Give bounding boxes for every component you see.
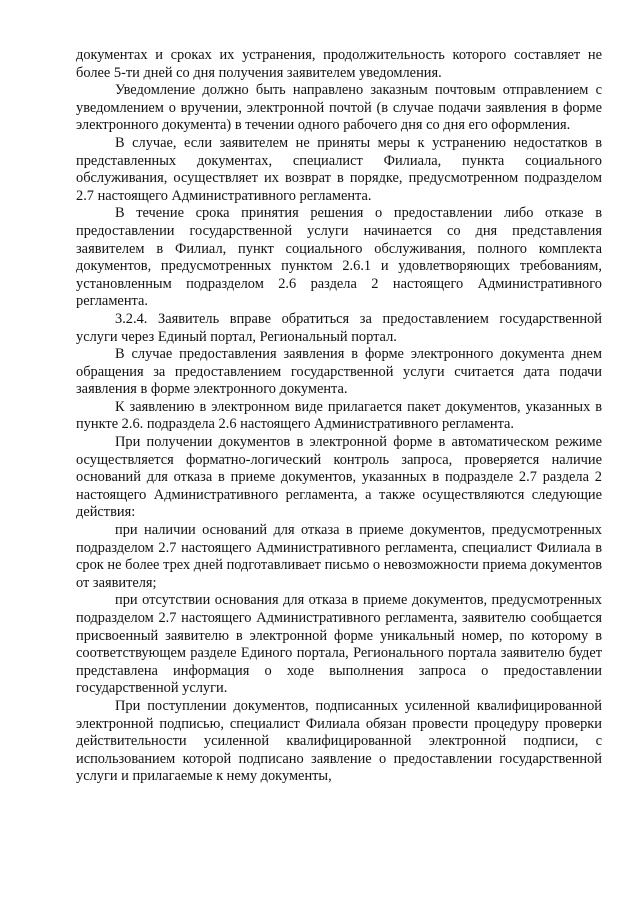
paragraph-electronic-date: В случае предоставления заявления в форме электронного документа днем обращения за предоставлением государственной услуги считается дата подачи заявления в форме электронного документа. [76,346,602,398]
document-page [76,47,602,786]
paragraph-refusal-grounds: при наличии оснований для отказа в приеме документов, предусмотренных подразделом 2.7 настоящего Административного регламента, специалист Филиала в срок не более трех дней подготавливает письмо о невозможности приема документов от заявителя; [76,522,602,591]
paragraph-decision-term: В течение срока принятия решения о предоставлении либо отказе в предоставлении государственной услуги начинается со дня представления заявителем в Филиал, пункт социального обслуживания, полного комплекта документов, предусмотренных пунктом 2.6.1 и удовлетворяющих требованиям, установленным подразделом 2.6 раздела 2 настоящего Административного регламента. [76,205,602,310]
paragraph-no-refusal-grounds: при отсутствии основания для отказа в приеме документов, предусмотренных подразделом 2.7 настоящего Административного регламента, заявителю сообщается присвоенный заявителю в электронной форме уникальный номер, по которому в соответствующем разделе Единого портала, Регионального портала заявителю будет представлена информация о ходе выполнения запроса о предоставлении государственной услуги. [76,592,602,697]
paragraph-attachments: К заявлению в электронном виде прилагается пакет документов, указанных в пункте 2.6. подраздела 2.6 настоящего Административного регламента. [76,398,602,433]
paragraph-notification: Уведомление должно быть направлено заказным почтовым отправлением с уведомлением о вручении, электронной почтой (в случае подачи заявления в форме электронного документа) в течении одного рабочего дня со дня его оформления. [76,82,602,134]
paragraph-format-control: При получении документов в электронной форме в автоматическом режиме осуществляется форматно-логический контроль запроса, проверяется наличие оснований для отказа в приеме документов, указанных в подразделе 2.7 раздела 2 настоящего Административного регламента, а также осуществляются следующие действия: [76,434,602,521]
paragraph-continuation: документах и сроках их устранения, продолжительность которого составляет не более 5-ти дней со дня получения заявителем уведомления. [76,47,602,81]
paragraph-signature-check: При поступлении документов, подписанных усиленной квалифицированной электронной подписью, специалист Филиала обязан провести процедуру проверки действительности усиленной квалифицированной электронной подписи, с использованием которой подписано заявление о предоставлении государственной услуги и прилагаемые к нему документы, [76,697,602,785]
paragraph-return-documents: В случае, если заявителем не приняты меры к устранению недостатков в представленных документах, специалист Филиала, пункта социального обслуживания, осуществляет их возврат в порядке, предусмотренном подразделом 2.7 настоящего Административного регламента. [76,134,602,204]
paragraph-section-3-2-4: 3.2.4. Заявитель вправе обратиться за предоставлением государственной услуги через Единый портал, Региональный портал. [76,310,602,345]
